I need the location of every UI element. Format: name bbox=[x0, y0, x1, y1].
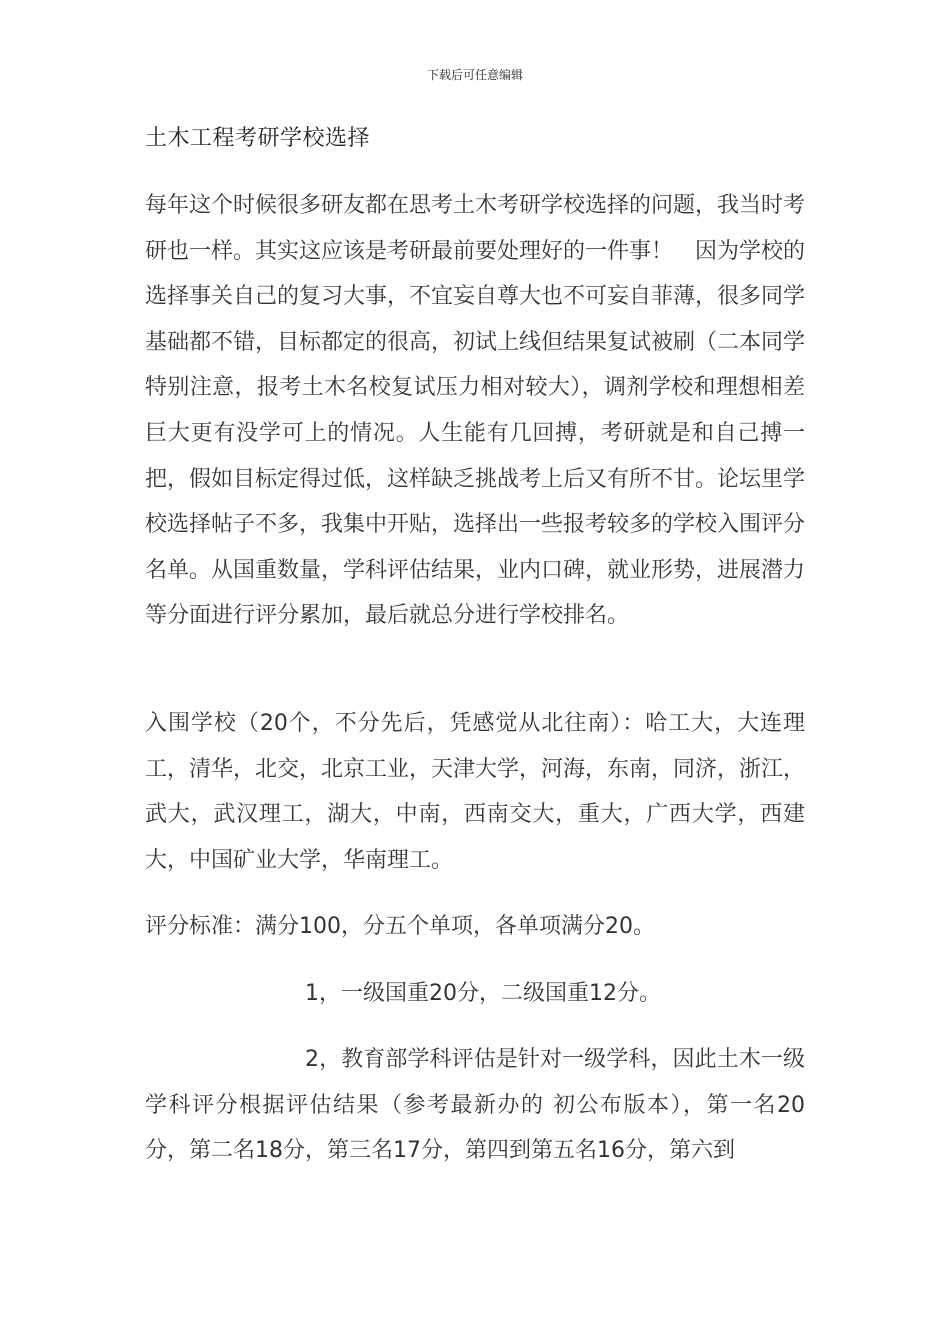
document-title: 土木工程考研学校选择 bbox=[145, 126, 371, 151]
intro-paragraph: 每年这个时候很多研友都在思考土木考研学校选择的问题，我当时考研也一样。其实这应该是考研最前要处理好的一件事！ 因为学校的选择事关自己的复习大事，不宜妄自尊大也不可妄自菲薄，很多同学基础都不错，目标都定的很高，初试上线但结果复试被刷（二本同学特别注意，报考土木名校复试压力相对较大），调剂学校和理想相差巨大更有没学可上的情况。人生能有几回搏，考研就是和自己搏一把，假如目标定得过低，这样缺乏挑战考上后又有所不甘。论坛里学校选择帖子不多，我集中开贴，选择出一些报考较多的学校入围评分名单。从国重数量，学科评估结果，业内口碑，就业形势，进展潜力等分面进行评分累加，最后就总分进行学校排名。 bbox=[145, 193, 806, 629]
shortlisted-schools-paragraph: 入围学校（20个，不分先后，凭感觉从北往南）：哈工大，大连理工，清华，北交，北京工业，天津大学，河海，东南，同济，浙江，武大，武汉理工，湖大，中南，西南交大，重大，广西大学，西建大，中国矿业大学，华南理工。 bbox=[145, 711, 806, 873]
scoring-criteria-paragraph: 评分标准：满分100，分五个单项，各单项满分20。 bbox=[145, 914, 655, 939]
header-note: 下载后可任意编辑 bbox=[426, 68, 523, 82]
criteria-item-1: 1，一级国重20分，二级国重12分。 bbox=[305, 981, 661, 1006]
criteria-item-2: 2，教育部学科评估是针对一级学科，因此土木一级学科评分根据评估结果（参考最新办的 初公布版本），第一名20分，第二名18分，第三名17分，第四到第五名16分，第六到 bbox=[145, 1047, 805, 1164]
